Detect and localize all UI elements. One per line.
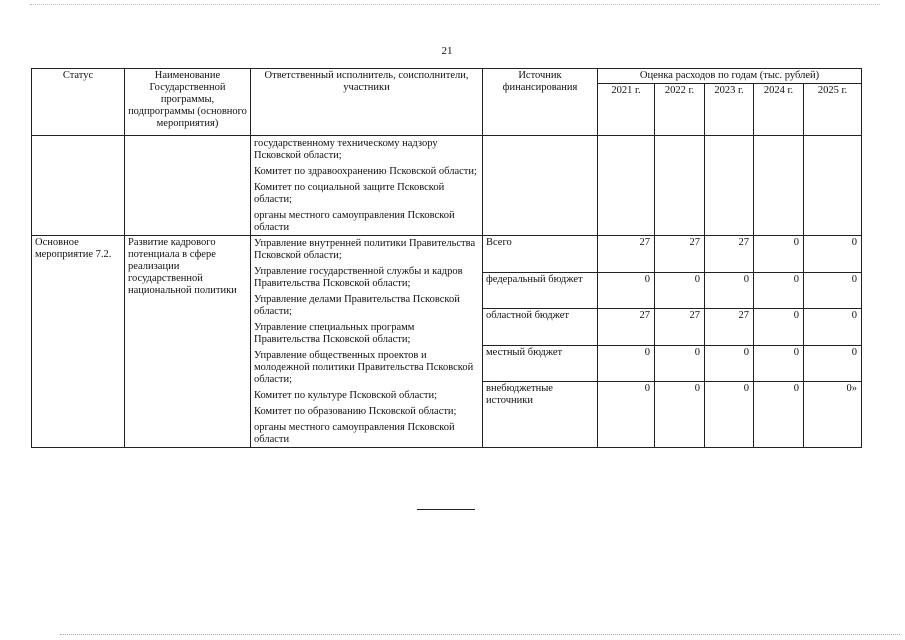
funding-value: 27 [598, 236, 655, 273]
activity-status: Основное мероприятие 7.2. [32, 236, 125, 448]
funding-value: 0 [655, 345, 705, 382]
activity-responsible-cell [251, 236, 483, 448]
empty-cell [32, 136, 125, 236]
funding-value: 0 [598, 382, 655, 448]
header-source: Источник финансирования [483, 69, 598, 136]
list-item: Управление общественных проектов и молодежной политики Правительства Псковской области; [254, 350, 474, 385]
funding-value: 0 [655, 382, 705, 448]
funding-value: 0 [804, 345, 862, 382]
continued-responsible-cell [251, 136, 483, 236]
funding-source: местный бюджет [483, 345, 598, 382]
funding-value: 0 [705, 382, 754, 448]
list-item: Управление внутренней политики Правительства Псковской области; [254, 238, 476, 261]
funding-source: внебюджетные источники [483, 382, 598, 448]
activity-name: Развитие кадрового потенциала в сфере реализации государственной национальной политики [125, 236, 251, 448]
funding-source: федеральный бюджет [483, 272, 598, 309]
list-item: Управление делами Правительства Псковской области; [254, 294, 460, 317]
funding-value: 27 [705, 309, 754, 346]
funding-value: 0 [804, 272, 862, 309]
funding-value: 0 [754, 272, 804, 309]
list-item: органы местного самоуправления Псковской области [254, 210, 455, 233]
funding-value: 27 [598, 309, 655, 346]
funding-value: 27 [655, 309, 705, 346]
funding-value: 0 [804, 309, 862, 346]
list-item: Комитет по социальной защите Псковской области; [254, 182, 445, 205]
header-year: 2021 г. [598, 84, 655, 136]
header-responsible: Ответственный исполнитель, соисполнители, участники [251, 69, 483, 136]
funding-value: 0» [804, 382, 862, 448]
list-item: Комитет по образованию Псковской области; [254, 406, 457, 417]
scan-artifact-bottom [60, 634, 900, 636]
empty-cell [705, 136, 754, 236]
empty-cell [125, 136, 251, 236]
empty-cell [655, 136, 705, 236]
list-item: Комитет по культуре Псковской области; [254, 390, 438, 401]
list-item: Управление специальных программ Правительства Псковской области; [254, 322, 415, 345]
expenditure-table [31, 68, 862, 448]
continued-row [32, 136, 862, 236]
funding-value: 0 [705, 272, 754, 309]
funding-value: 0 [598, 272, 655, 309]
header-name: Наименование Государственной программы, подпрограммы (основного мероприятия) [125, 69, 251, 136]
funding-value: 0 [598, 345, 655, 382]
funding-value: 0 [754, 382, 804, 448]
end-divider [417, 509, 475, 510]
list-item: Комитет по здравоохранению Псковской области; [254, 166, 477, 177]
funding-value: 0 [754, 309, 804, 346]
page-number: 21 [441, 45, 453, 57]
header-year: 2024 г. [754, 84, 804, 136]
funding-value: 0 [655, 272, 705, 309]
header-row [32, 69, 862, 84]
funding-value: 27 [655, 236, 705, 273]
list-item: Управление государственной службы и кадров Правительства Псковской области; [254, 266, 463, 289]
funding-source: Всего [483, 236, 598, 273]
header-estimate: Оценка расходов по годам (тыс. рублей) [598, 69, 862, 84]
scan-artifact-top [30, 4, 880, 6]
funding-value: 0 [754, 345, 804, 382]
empty-cell [598, 136, 655, 236]
header-status: Статус [32, 69, 125, 136]
header-year: 2023 г. [705, 84, 754, 136]
header-year: 2025 г. [804, 84, 862, 136]
table-row [32, 236, 862, 273]
header-year: 2022 г. [655, 84, 705, 136]
empty-cell [804, 136, 862, 236]
funding-source: областной бюджет [483, 309, 598, 346]
list-item: государственному техническому надзору Псковской области; [254, 138, 438, 161]
empty-cell [483, 136, 598, 236]
funding-value: 27 [705, 236, 754, 273]
funding-value: 0 [754, 236, 804, 273]
list-item: органы местного самоуправления Псковской области [254, 422, 455, 445]
funding-value: 0 [804, 236, 862, 273]
funding-value: 0 [705, 345, 754, 382]
empty-cell [754, 136, 804, 236]
